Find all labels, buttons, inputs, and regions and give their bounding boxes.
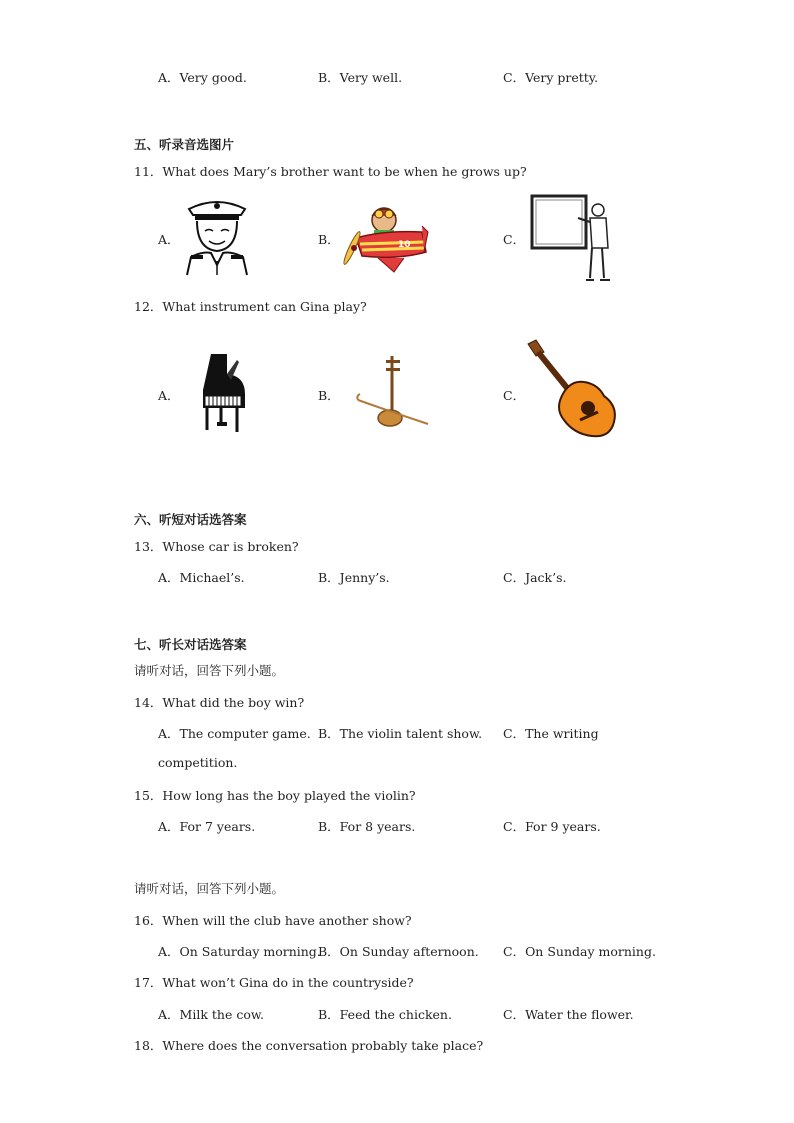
piano-icon [197,350,253,434]
q13-option-b: B．Jenny’s. [318,570,390,585]
section6-title: 六、听短对话选答案 [134,512,247,527]
q15-option-c: C．For 9 years. [503,819,601,834]
q18-question: 18．Where does the conversation probably take place? [134,1038,484,1053]
q14-option-a: A．The computer game. [158,726,311,741]
q12-option-b: B． [318,388,340,403]
police-officer-icon [183,195,251,277]
instruction-2: 请听对话，回答下列小题。 [134,881,285,896]
q10-option-b: B．Very well. [318,70,403,85]
teacher-board-icon [528,192,620,284]
section7-title: 七、听长对话选答案 [134,637,247,652]
q15-option-b: B．For 8 years. [318,819,416,834]
q14-option-b: B．The violin talent show. [318,726,483,741]
q11-option-b: B． [318,232,340,247]
q17-option-c: C．Water the flower. [503,1007,634,1022]
q12-question: 12．What instrument can Gina play? [134,299,367,314]
q17-option-b: B．Feed the chicken. [318,1007,452,1022]
q14-option-c-cont: competition. [158,755,238,770]
q13-option-c: C．Jack’s. [503,570,567,585]
q12-option-a: A． [158,388,180,403]
guitar-icon [524,338,622,448]
q16-option-c: C．On Sunday morning. [503,944,656,959]
pilot-plane-icon [338,200,430,280]
q10-option-a: A．Very good. [158,70,247,85]
q16-question: 16．When will the club have another show? [134,913,412,928]
q16-option-a: A．On Saturday morning. [158,944,321,959]
erhu-icon [352,352,432,432]
q11-option-a: A． [158,232,180,247]
q14-question: 14．What did the boy win? [134,695,305,710]
q16-option-b: B．On Sunday afternoon. [318,944,479,959]
q15-question: 15．How long has the boy played the violin? [134,788,416,803]
svg-text:10: 10 [398,240,411,250]
section5-title: 五、听录音选图片 [134,137,235,152]
q17-question: 17．What won’t Gina do in the countryside? [134,975,414,990]
q14-option-c: C．The writing [503,726,599,741]
q12-option-c: C． [503,388,526,403]
q13-option-a: A．Michael’s. [158,570,245,585]
q17-option-a: A．Milk the cow. [158,1007,265,1022]
q11-question: 11．What does Mary’s brother want to be when he grows up? [134,164,527,179]
q15-option-a: A．For 7 years. [158,819,256,834]
q13-question: 13．Whose car is broken? [134,539,299,554]
q11-option-c: C． [503,232,526,247]
q10-option-c: C．Very pretty. [503,70,599,85]
instruction-1: 请听对话，回答下列小题。 [134,663,285,678]
